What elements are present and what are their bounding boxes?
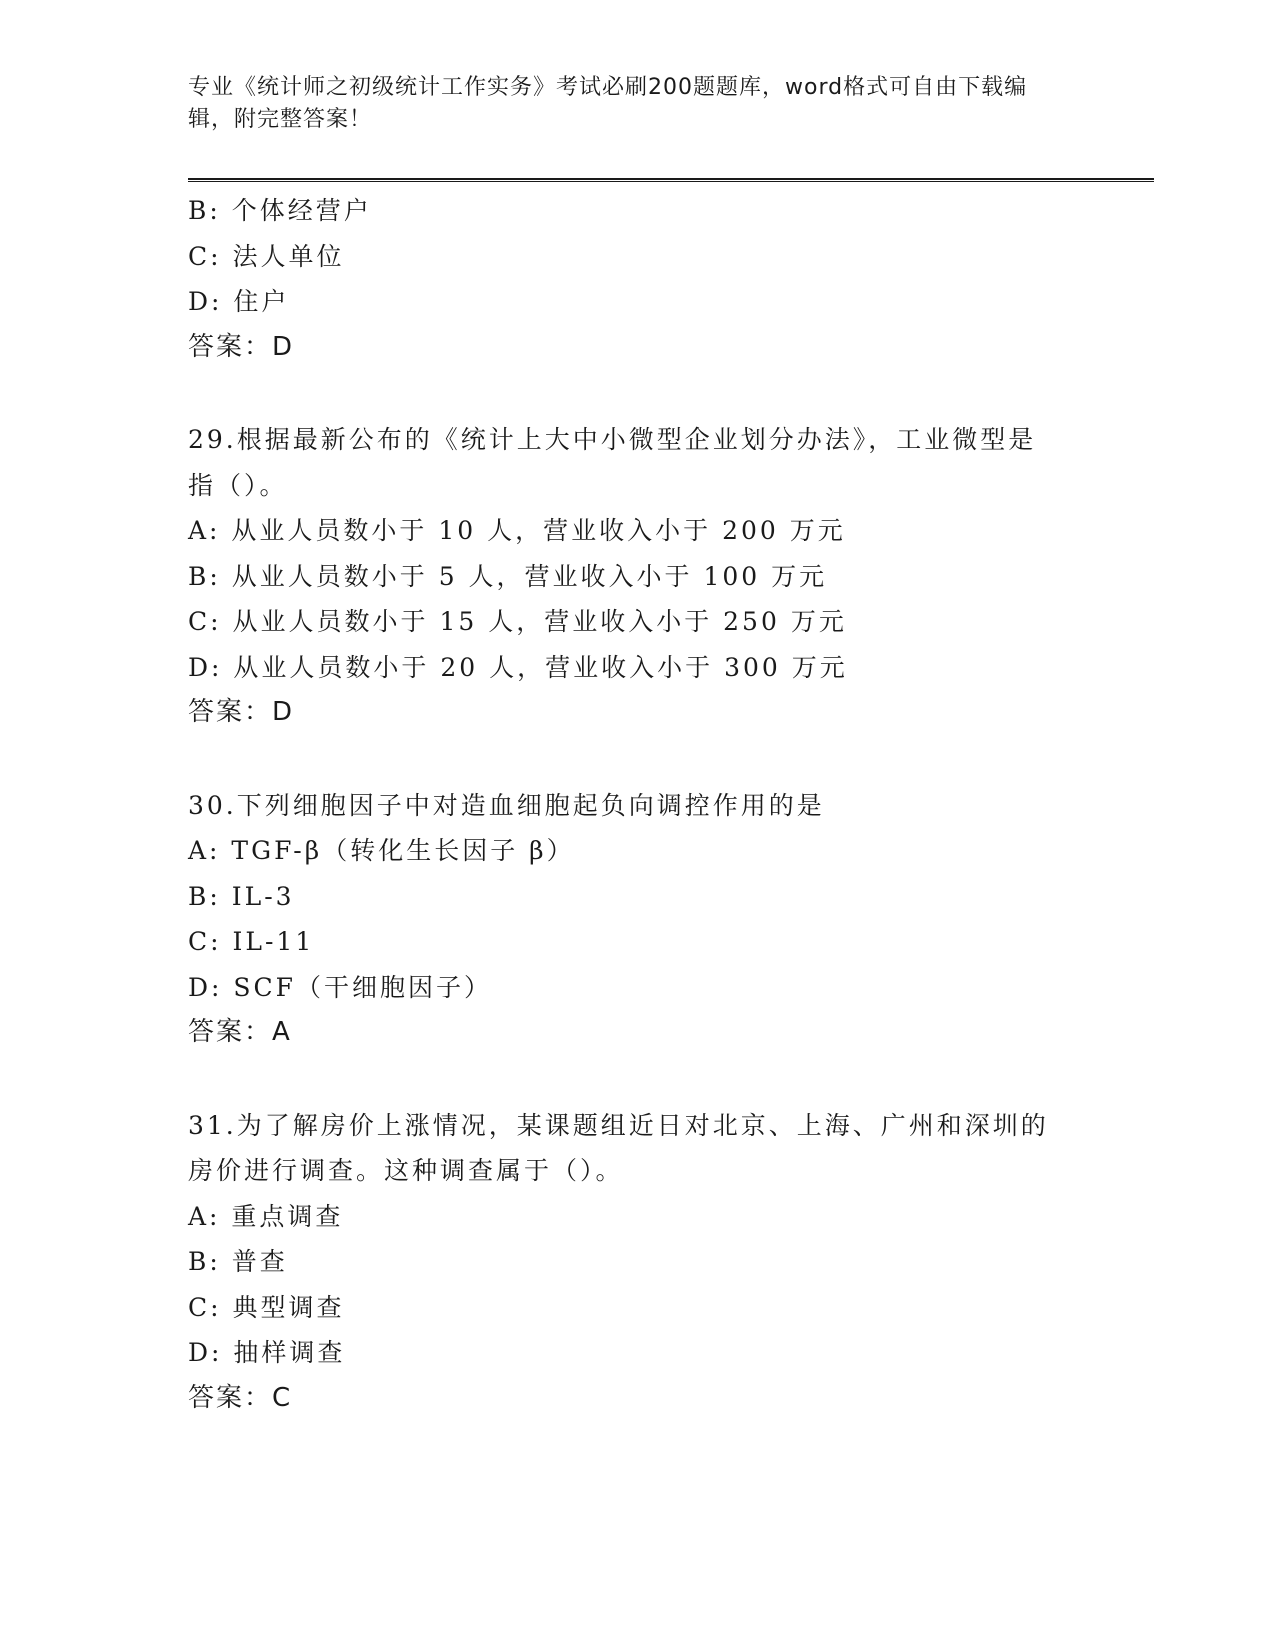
option-line: C: 从业人员数小于 15 人，营业收入小于 250 万元 [188,607,847,636]
question-stem-line: 指（）。 [188,470,288,500]
option-line: A: 重点调查 [188,1201,344,1231]
answer-line: 答案：D [188,697,295,727]
document-header: 专业《统计师之初级统计工作实务》考试必刷200题题库，word格式可自由下载编辑，附完整答案！ [188,75,1028,132]
question-stem-line: 30.下列细胞因子中对造血细胞起负向调控作用的是 [188,790,825,820]
header-divider [188,178,1154,182]
question-31 [188,1103,1148,1422]
question-stem-line: 29.根据最新公布的《统计上大中小微型企业划分办法》，工业微型是 [188,425,1037,454]
option-line: D: SCF（干细胞因子） [188,972,493,1002]
option-line: C: IL-11 [188,927,315,956]
question-stem-line: 31.为了解房价上涨情况，某课题组近日对北京、上海、广州和深圳的 [188,1110,1049,1140]
prev-question-tail [188,188,1148,370]
option-line: B: IL-3 [188,881,295,911]
question-29 [188,417,1148,736]
option-line: A: 从业人员数小于 10 人，营业收入小于 200 万元 [188,516,846,545]
answer-line: 答案：A [188,1017,292,1047]
option-line: C: 法人单位 [188,241,345,271]
option-line: A: TGF-β（转化生长因子 β） [188,836,575,865]
question-stem-line: 房价进行调查。这种调查属于（）。 [188,1156,624,1185]
question-30 [188,783,1148,1056]
option-line: D: 从业人员数小于 20 人，营业收入小于 300 万元 [188,652,848,682]
option-line: B: 普查 [188,1247,288,1276]
option-line: D: 住户 [188,287,290,316]
answer-line: 答案：D [188,331,295,362]
option-line: B: 个体经营户 [188,196,372,225]
option-line: B: 从业人员数小于 5 人，营业收入小于 100 万元 [188,561,828,591]
option-line: D: 抽样调查 [188,1338,346,1367]
document-body [188,188,1148,1421]
option-line: C: 典型调查 [188,1292,345,1322]
answer-line: 答案：C [188,1382,293,1413]
